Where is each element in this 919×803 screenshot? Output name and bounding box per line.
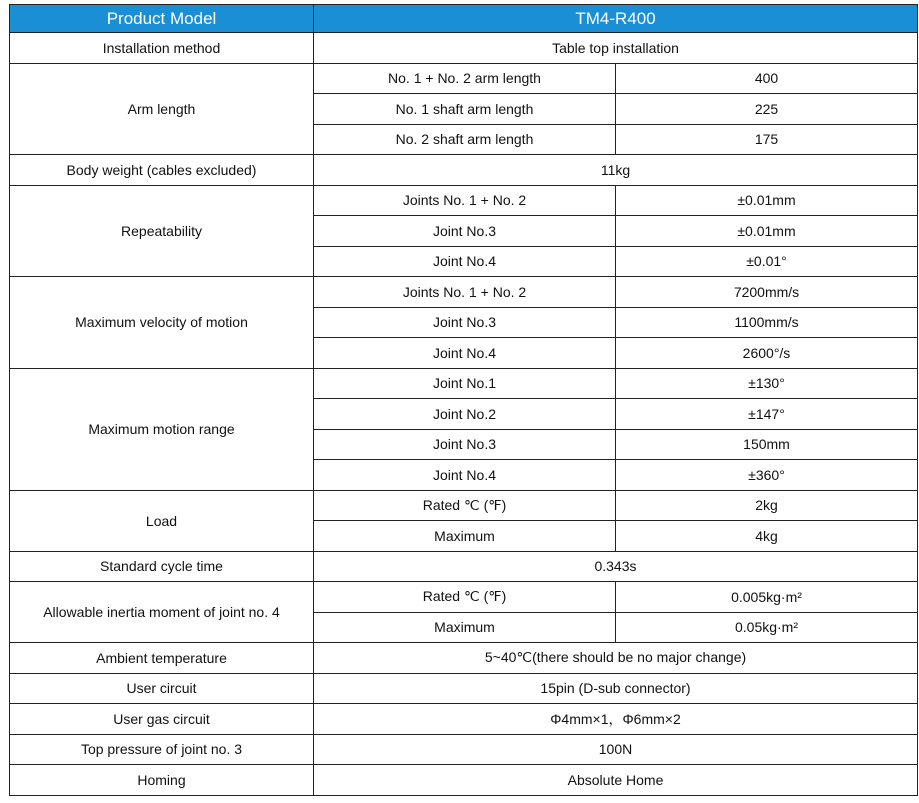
row-label: Arm length	[10, 63, 314, 155]
sub-label: Joint No.3	[314, 429, 616, 460]
row-label: Allowable inertia moment of joint no. 4	[10, 582, 314, 643]
sub-value: 1100mm/s	[616, 307, 918, 338]
sub-label: Joints No. 1 + No. 2	[314, 185, 616, 216]
sub-value: 7200mm/s	[616, 277, 918, 308]
row-value: Φ4mm×1，Φ6mm×2	[314, 704, 918, 735]
sub-label: No. 1 shaft arm length	[314, 94, 616, 125]
row-label: Homing	[10, 765, 314, 796]
sub-label: Joint No.4	[314, 246, 616, 277]
sub-label: Joints No. 1 + No. 2	[314, 277, 616, 308]
table-row	[10, 155, 918, 186]
sub-value: ±0.01mm	[616, 216, 918, 247]
row-value: 0.343s	[314, 551, 918, 582]
sub-value: 150mm	[616, 429, 918, 460]
sub-value: ±147°	[616, 399, 918, 430]
row-label: Top pressure of joint no. 3	[10, 734, 314, 765]
sub-label: Joint No.4	[314, 460, 616, 491]
table-row	[10, 277, 918, 308]
row-value: Absolute Home	[314, 765, 918, 796]
table-row	[10, 582, 918, 613]
sub-value: 4kg	[616, 521, 918, 552]
sub-value: 0.005kg·m²	[616, 582, 918, 613]
sub-label: Rated ℃ (℉)	[314, 582, 616, 613]
sub-label: Rated ℃ (℉)	[314, 490, 616, 521]
spec-table	[9, 4, 918, 796]
table-row	[10, 734, 918, 765]
table-row	[10, 704, 918, 735]
table-row	[10, 673, 918, 704]
table-row	[10, 63, 918, 94]
sub-value: 400	[616, 63, 918, 94]
table-row	[10, 490, 918, 521]
header-row	[10, 5, 918, 33]
row-value: 11kg	[314, 155, 918, 186]
table-row	[10, 551, 918, 582]
sub-label: No. 2 shaft arm length	[314, 124, 616, 155]
row-label: Standard cycle time	[10, 551, 314, 582]
table-row	[10, 765, 918, 796]
sub-label: Joint No.3	[314, 216, 616, 247]
sub-value: 225	[616, 94, 918, 125]
table-row	[10, 643, 918, 674]
sub-label: Maximum	[314, 521, 616, 552]
row-value: 15pin (D-sub connector)	[314, 673, 918, 704]
sub-value: ±0.01mm	[616, 185, 918, 216]
row-label: Ambient temperature	[10, 643, 314, 674]
header-label: Product Model	[10, 5, 314, 33]
row-value: Table top installation	[314, 33, 918, 64]
row-label: Load	[10, 490, 314, 551]
row-label: Body weight (cables excluded)	[10, 155, 314, 186]
row-value: 5~40℃(there should be no major change)	[314, 643, 918, 674]
row-label: Repeatability	[10, 185, 314, 277]
sub-value: ±130°	[616, 368, 918, 399]
row-value: 100N	[314, 734, 918, 765]
row-label: Installation method	[10, 33, 314, 64]
sub-value: 0.05kg·m²	[616, 612, 918, 643]
sub-label: Joint No.2	[314, 399, 616, 430]
sub-label: Joint No.1	[314, 368, 616, 399]
table-row	[10, 368, 918, 399]
header-value: TM4-R400	[314, 5, 918, 33]
row-label: User circuit	[10, 673, 314, 704]
sub-label: No. 1 + No. 2 arm length	[314, 63, 616, 94]
sub-value: 175	[616, 124, 918, 155]
sub-label: Maximum	[314, 612, 616, 643]
row-label: User gas circuit	[10, 704, 314, 735]
sub-label: Joint No.4	[314, 338, 616, 369]
sub-value: 2kg	[616, 490, 918, 521]
row-label: Maximum motion range	[10, 368, 314, 490]
sub-label: Joint No.3	[314, 307, 616, 338]
row-label: Maximum velocity of motion	[10, 277, 314, 369]
table-row	[10, 185, 918, 216]
sub-value: 2600°/s	[616, 338, 918, 369]
sub-value: ±0.01°	[616, 246, 918, 277]
sub-value: ±360°	[616, 460, 918, 491]
table-row	[10, 33, 918, 64]
